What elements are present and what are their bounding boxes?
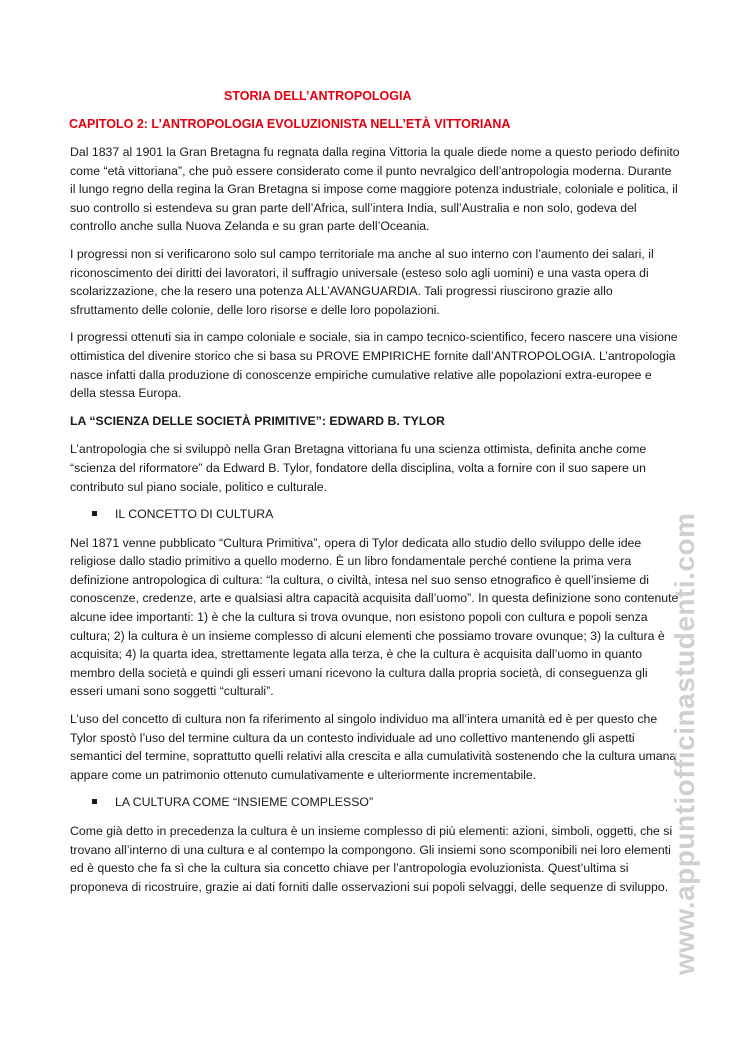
paragraph-4: L’antropologia che si sviluppò nella Gran Bretagna vittoriana fu una scienza ottimista, definita anche come “scienza del riformatore” da Edward B. Tylor, fondatore della disciplina, volta a fornire con il suo sapere un contributo sul piano sociale, politico e culturale. (70, 442, 647, 494)
chapter-title: CAPITOLO 2: L’ANTROPOLOGIA EVOLUZIONISTA NELL’ETÀ VITTORIANA (69, 117, 511, 131)
paragraph-3: I progressi ottenuti sia in campo coloniale e sociale, sia in campo tecnico-scientifico, fecero nascere una visione ottimistica del divenire storico che si basa su PROVE EMPIRICHE fornite dall’ANTROPOLOGIA. L’antropologia nasce infatti dalla produzione di conoscenze empiriche cumulative relative alle popolazioni extra-europee e della stessa Europa. (70, 330, 678, 401)
square-bullet-icon (92, 511, 97, 516)
bullet-concetto-di-cultura (70, 505, 680, 524)
bullet-label: LA CULTURA COME “INSIEME COMPLESSO” (115, 795, 374, 810)
section-heading-tylor: LA “SCIENZA DELLE SOCIETÀ PRIMITIVE”: EDWARD B. TYLOR (70, 413, 445, 428)
paragraph-6: L’uso del concetto di cultura non fa riferimento al singolo individuo ma all’intera umanità ed è per questo che Tylor spostò l’uso del termine cultura da un contesto individuale ad uno collettivo mantenendo gli aspetti semantici del termine, soprattutto quelli relativi alla crescita e alla cumulatività sostenendo che la cultura umana appare come un patrimonio ottenuto cumulativamente e ulteriormente incrementabile. (70, 712, 677, 782)
document-title: STORIA DELL’ANTROPOLOGIA (224, 89, 412, 103)
document-body (70, 143, 680, 905)
paragraph-2: I progressi non si verificarono solo sul campo territoriale ma anche al suo interno con l’aumento dei salari, il riconoscimento dei diritti dei lavoratori, il suffragio universale (esteso solo agli uomini) e una vasta opera di scolarizzazione, che la resero una potenza ALL’AVANGUARDIA. Tali progressi riuscirono grazie allo sfruttamento delle colonie, delle loro risorse e delle loro popolazioni. (70, 246, 654, 317)
paragraph-1: Dal 1837 al 1901 la Gran Bretagna fu regnata dalla regina Vittoria la quale diede nome a questo periodo definito come “età vittoriana”, che può essere considerato come il punto nevralgico dell’antropologia moderna. Durante il lungo regno della regina la Gran Bretagna si impose come maggiore potenza industriale, coloniale e politica, il suo controllo si estendeva su gran parte dell’Africa, sull’intera India, sull’Australia e non solo, godeva del controllo anche sulla Nuova Zelanda e su gran parte dell’Oceania. (70, 145, 680, 234)
bullet-insieme-complesso (70, 793, 680, 812)
square-bullet-icon (92, 799, 97, 804)
bullet-label: IL CONCETTO DI CULTURA (115, 507, 274, 522)
paragraph-5: Nel 1871 venne pubblicato “Cultura Primitiva”, opera di Tylor dedicata allo studio dello sviluppo delle idee religiose dallo stadio primitivo a quello moderno. È un libro fondamentale perché contiene la prima vera definizione antropologica di cultura: “la cultura, o civiltà, intesa nel suo senso etnografico è quell’insieme di conoscenze, credenze, arte e qualsiasi altra capacità acquisita dall’uomo”. In questa definizione sono contenute alcune idee importanti: 1) è che la cultura si trova ovunque, non esistono popoli con cultura e popoli senza cultura; 2) la cultura è un insieme complesso di alcuni elementi che possiamo trovare ovunque; 3) la cultura è acquisita; 4) la quarta idea, strettamente legata alla terza, è che la cultura è acquisita dall’uomo in quanto membro della società e quindi gli esseri umani ricevono la cultura dalla propria società, di conseguenza gli esseri umani sono soggetti “culturali”. (70, 535, 679, 699)
watermark-text: www.appuntiofficinastudenti.com (669, 512, 700, 975)
paragraph-7: Come già detto in precedenza la cultura è un insieme complesso di più elementi: azioni, simboli, oggetti, che si trovano all’interno di una cultura e al contempo la compongono. Gli insiemi sono scomponibili nei loro elementi ed è questo che fa sì che la cultura sia concetto chiave per l’antropologia evoluzionista. Quest’ultima si proponeva di ricostruire, grazie ai dati forniti dalle osservazioni sui popoli selvaggi, delle sequenze di sviluppo. (70, 824, 673, 894)
